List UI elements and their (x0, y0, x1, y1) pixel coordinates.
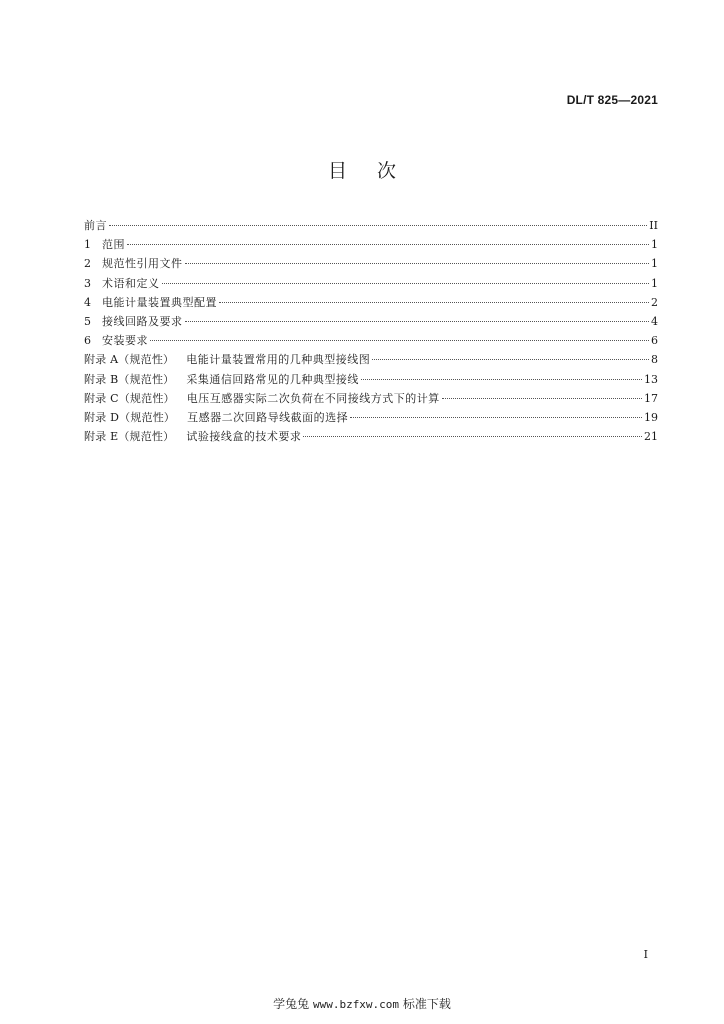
leader-dots (372, 359, 649, 360)
leader-dots (185, 321, 650, 322)
annex-title: 互感器二次回路导线截面的选择 (187, 410, 349, 424)
toc-entry-label: 术语和定义 (102, 276, 160, 290)
toc-entry-page: 8 (651, 353, 658, 367)
toc-entry-annex-d[interactable] (84, 408, 658, 427)
toc-entry-number: 5 (84, 314, 91, 328)
toc-entry-number: 1 (84, 238, 91, 252)
footer-watermark[interactable] (0, 995, 724, 1012)
leader-dots (127, 244, 649, 245)
toc-entry-scope[interactable] (84, 235, 658, 254)
leader-dots (185, 263, 650, 264)
leader-dots (109, 225, 647, 226)
toc-entry-label: 前言 (84, 219, 107, 232)
toc-entry-annex-e[interactable] (84, 427, 658, 446)
toc-entry-page: 4 (651, 314, 658, 328)
toc-entry-number: 3 (84, 276, 91, 290)
annex-label: 附录 B（规范性） (84, 372, 175, 386)
leader-dots (350, 417, 642, 418)
toc-entry-page: 1 (651, 238, 658, 252)
annex-label: 附录 A（规范性） (84, 353, 175, 367)
annex-label: 附录 E（规范性） (84, 430, 175, 444)
table-of-contents (84, 216, 658, 446)
leader-dots (361, 379, 642, 380)
annex-title: 采集通信回路常见的几种典型接线 (186, 372, 359, 386)
leader-dots (150, 340, 649, 341)
annex-title: 电压互感器实际二次负荷在不同接线方式下的计算 (186, 391, 440, 405)
leader-dots (162, 283, 650, 284)
toc-entry-page: II (649, 219, 658, 232)
toc-entry-label: 电能计量装置典型配置 (102, 295, 217, 309)
toc-entry-page: 1 (651, 276, 658, 290)
toc-entry-annex-a[interactable] (84, 350, 658, 369)
toc-entry-page: 13 (644, 372, 658, 386)
toc-entry-label: 安装要求 (102, 334, 148, 348)
annex-label: 附录 C（规范性） (84, 391, 175, 405)
leader-dots (219, 302, 649, 303)
page-number: I (643, 948, 648, 961)
toc-entry-number: 4 (84, 295, 91, 309)
toc-entry-typical-configuration[interactable] (84, 293, 658, 312)
leader-dots (442, 398, 642, 399)
toc-entry-installation[interactable] (84, 331, 658, 350)
toc-entry-number: 2 (84, 257, 91, 271)
toc-entry-annex-c[interactable] (84, 389, 658, 408)
page-title: 目次 (327, 160, 426, 182)
toc-entry-label: 规范性引用文件 (102, 257, 183, 271)
toc-entry-page: 19 (644, 410, 658, 424)
toc-entry-terms-definitions[interactable] (84, 274, 658, 293)
toc-entry-wiring-circuits[interactable] (84, 312, 658, 331)
toc-entry-annex-b[interactable] (84, 370, 658, 389)
toc-entry-number: 6 (84, 334, 91, 348)
annex-label: 附录 D（规范性） (84, 410, 176, 424)
annex-title: 电能计量装置常用的几种典型接线图 (186, 353, 371, 367)
document-code: DL/T 825—2021 (566, 93, 658, 107)
toc-entry-page: 2 (651, 295, 658, 309)
toc-entry-page: 6 (651, 334, 658, 348)
annex-title: 试验接线盒的技术要求 (186, 430, 302, 444)
toc-entry-normative-references[interactable] (84, 254, 658, 273)
toc-entry-label: 范围 (102, 238, 125, 252)
leader-dots (303, 436, 642, 437)
toc-entry-page: 21 (644, 430, 658, 444)
footer-url[interactable]: www.bzfxw.com (312, 998, 400, 1011)
toc-entry-page: 1 (651, 257, 658, 271)
toc-entry-label: 接线回路及要求 (102, 314, 183, 328)
footer-site-name: 学兔兔 (273, 997, 310, 1011)
footer-tagline: 标准下载 (402, 997, 451, 1011)
toc-entry-page: 17 (644, 391, 658, 405)
toc-entry-foreword[interactable] (84, 216, 658, 235)
